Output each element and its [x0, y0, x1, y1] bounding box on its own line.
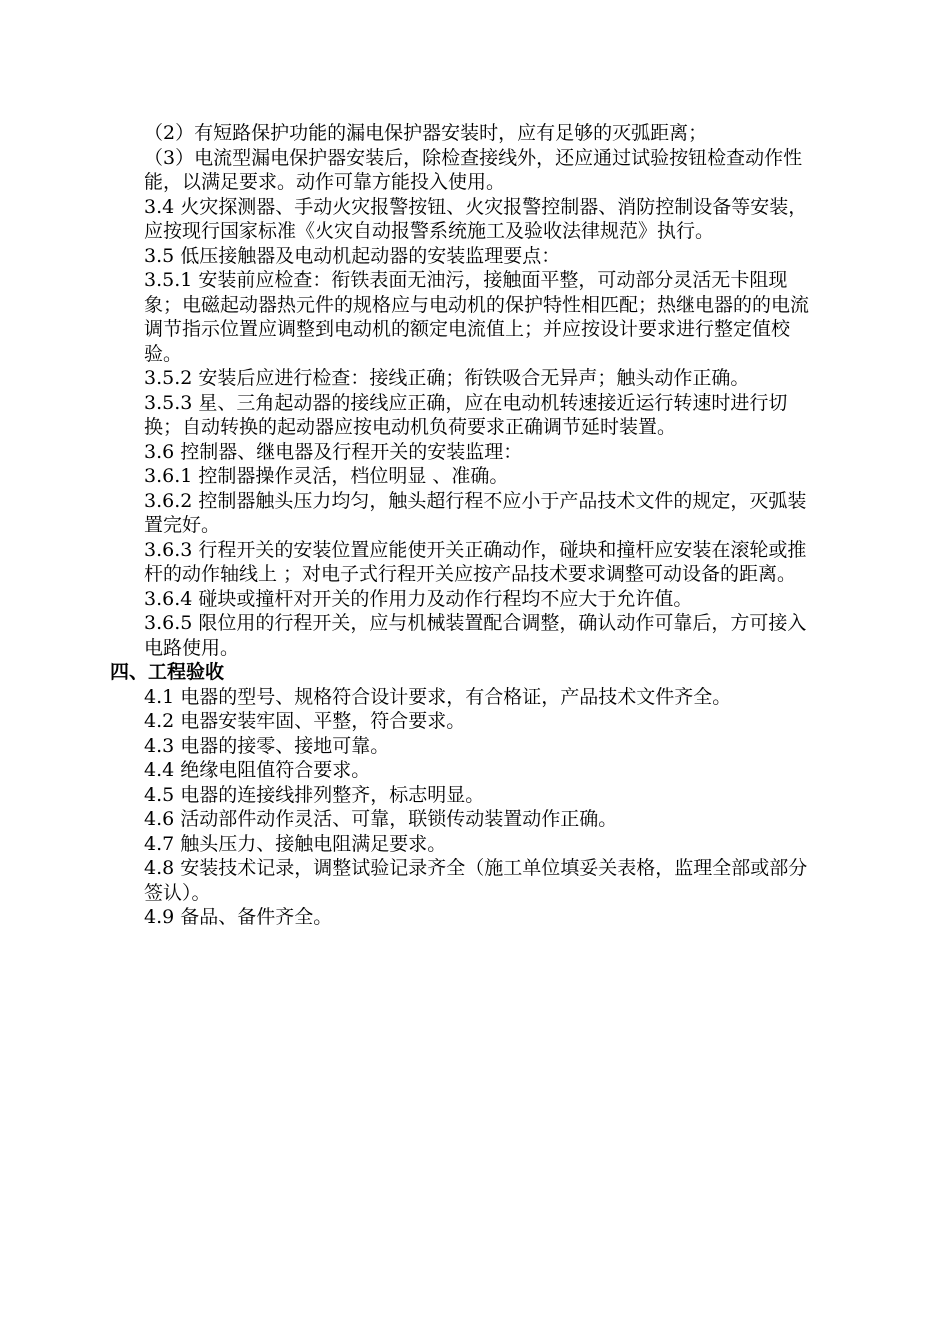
paragraph-3-5-3: 3.5.3 星、三角起动器的接线应正确，应在电动机转速接近运行转速时进行切换；自动转换的起动器应按电动机负荷要求正确调节延时装置。	[144, 391, 788, 438]
paragraph-3-5-2: 3.5.2 安装后应进行检查：接线正确；衔铁吸合无异声；触头动作正确。	[144, 367, 750, 389]
paragraph-3-6-2: 3.6.2 控制器触头压力均匀，触头超行程不应小于产品技术文件的规定，灭弧装置完好。	[144, 489, 807, 536]
paragraph-4-1: 4.1 电器的型号、规格符合设计要求，有合格证，产品技术文件齐全。	[144, 685, 732, 708]
paragraph-4-3: 4.3 电器的接零、接地可靠。	[144, 734, 390, 757]
paragraph-3-6-1: 3.6.1 控制器操作灵活，档位明显 、准确。	[144, 465, 509, 487]
paragraph-4-9: 4.9 备品、备件齐全。	[144, 906, 333, 928]
paragraph-3-6-5: 3.6.5 限位用的行程开关，应与机械装置配合调整，确认动作可靠后，方可接入电路使用。	[144, 612, 807, 659]
paragraph-4-5: 4.5 电器的连接线排列整齐，标志明显。	[144, 783, 485, 806]
document-body	[110, 121, 824, 930]
paragraph-4-7: 4.7 触头压力、接触电阻满足要求。	[144, 832, 447, 855]
paragraph-leakage-protector-test: （3）电流型漏电保护器安装后，除检查接线外，还应通过试验按钮检查动作性能，以满足要求。动作可靠方能投入使用。	[144, 146, 803, 193]
paragraph-4-6: 4.6 活动部件动作灵活、可靠，联锁传动装置动作正确。	[144, 808, 618, 830]
section-heading-acceptance: 四、工程验收	[110, 661, 225, 683]
paragraph-4-8: 4.8 安装技术记录，调整试验记录齐全（施工单位填妥关表格，监理全部或部分签认）。	[144, 857, 808, 904]
paragraph-3-4: 3.4 火灾探测器、手动火灾报警按钮、火灾报警控制器、消防控制设备等安装，应按现行国家标准《火灾自动报警系统施工及验收法律规范》执行。	[144, 195, 808, 242]
paragraph-3-6: 3.6 控制器、继电器及行程开关的安装监理：	[144, 440, 523, 463]
paragraph-leakage-protector-short-circuit: （2）有短路保护功能的漏电保护器安装时，应有足够的灭弧距离；	[144, 122, 708, 144]
paragraph-3-5: 3.5 低压接触器及电动机起动器的安装监理要点：	[144, 244, 561, 267]
paragraph-4-4: 4.4 绝缘电阻值符合要求。	[144, 759, 371, 781]
paragraph-3-6-3: 3.6.3 行程开关的安装位置应能使开关正确动作，碰块和撞杆应安装在滚轮或推杆的动作轴线上 ；对电子式行程开关应按产品技术要求调整可动设备的距离。	[144, 538, 807, 585]
paragraph-3-5-1: 3.5.1 安装前应检查：衔铁表面无油污，接触面平整，可动部分灵活无卡阻现象；电磁起动器热元件的规格应与电动机的保护特性相匹配；热继电器的的电流调节指示位置应调整到电动机的额定电流值上；并应按设计要求进行整定值校验。	[144, 269, 810, 365]
paragraph-4-2: 4.2 电器安装牢固、平整，符合要求。	[144, 710, 466, 732]
paragraph-3-6-4: 3.6.4 碰块或撞杆对开关的作用力及动作行程均不应大于允许值。	[144, 587, 693, 610]
